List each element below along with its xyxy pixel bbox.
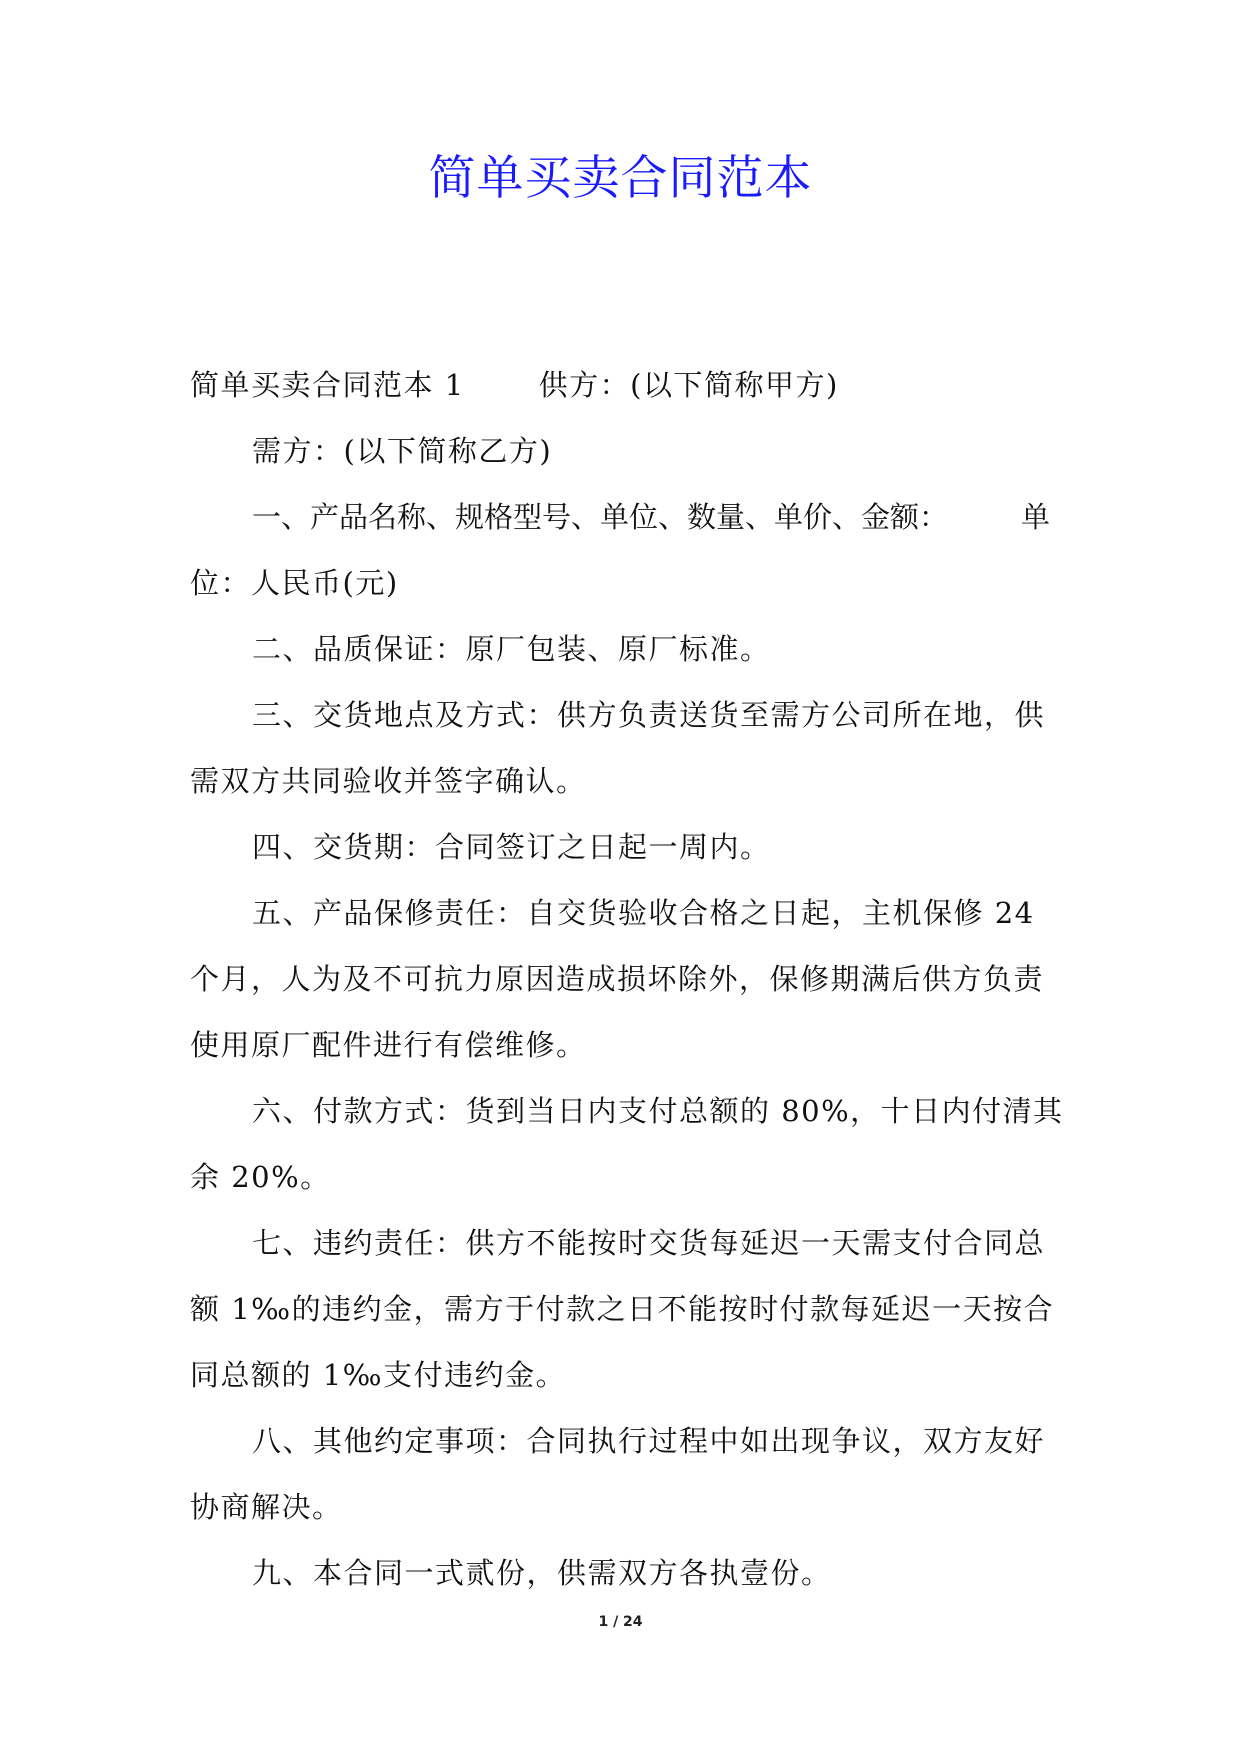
buyer-label: 需方：(以下简称乙方) [252,434,553,468]
clause-5-line-2: 个月，人为及不可抗力原因造成损坏除外，保修期满后供方负责 [190,962,1045,996]
clause-6-line-1: 六、付款方式：货到当日内支付总额的 80%，十日内付清其 [252,1094,1064,1128]
clause-5-line-1: 五、产品保修责任：自交货验收合格之日起，主机保修 24 [252,896,1035,930]
clause-7-line-1: 七、违约责任：供方不能按时交货每延迟一天需支付合同总 [252,1226,1046,1260]
clause-3-line-2: 需双方共同验收并签字确认。 [190,764,587,798]
intro-heading: 简单买卖合同范本 1 [190,368,465,402]
clause-7-line-3: 同总额的 1‰支付违约金。 [190,1358,567,1392]
clause-1-line-1: 一、产品名称、规格型号、单位、数量、单价、金额： 单 [252,500,1050,534]
supplier-label: 供方：(以下简称甲方) [538,368,839,402]
clause-2: 二、品质保证：原厂包装、原厂标准。 [252,632,771,666]
clause-1-line-2: 位：人民币(元) [190,566,399,600]
clause-8-line-1: 八、其他约定事项：合同执行过程中如出现争议，双方友好 [252,1424,1046,1458]
clause-9: 九、本合同一式贰份，供需双方各执壹份。 [252,1556,832,1590]
clause-8-line-2: 协商解决。 [190,1490,343,1524]
clause-6-line-2: 余 20%。 [190,1160,331,1194]
page-indicator: 1 / 24 [598,1614,643,1630]
document-body [190,352,1064,1606]
intro-line [190,352,1050,418]
clause-3-line-1: 三、交货地点及方式：供方负责送货至需方公司所在地，供 [252,698,1046,732]
clause-4: 四、交货期：合同签订之日起一周内。 [252,830,771,864]
clause-5-line-3: 使用原厂配件进行有偿维修。 [190,1028,587,1062]
document-title: 简单买卖合同范本 [428,151,813,206]
clause-7-line-2: 额 1‰的违约金，需方于付款之日不能按时付款每延迟一天按合 [190,1292,1055,1326]
